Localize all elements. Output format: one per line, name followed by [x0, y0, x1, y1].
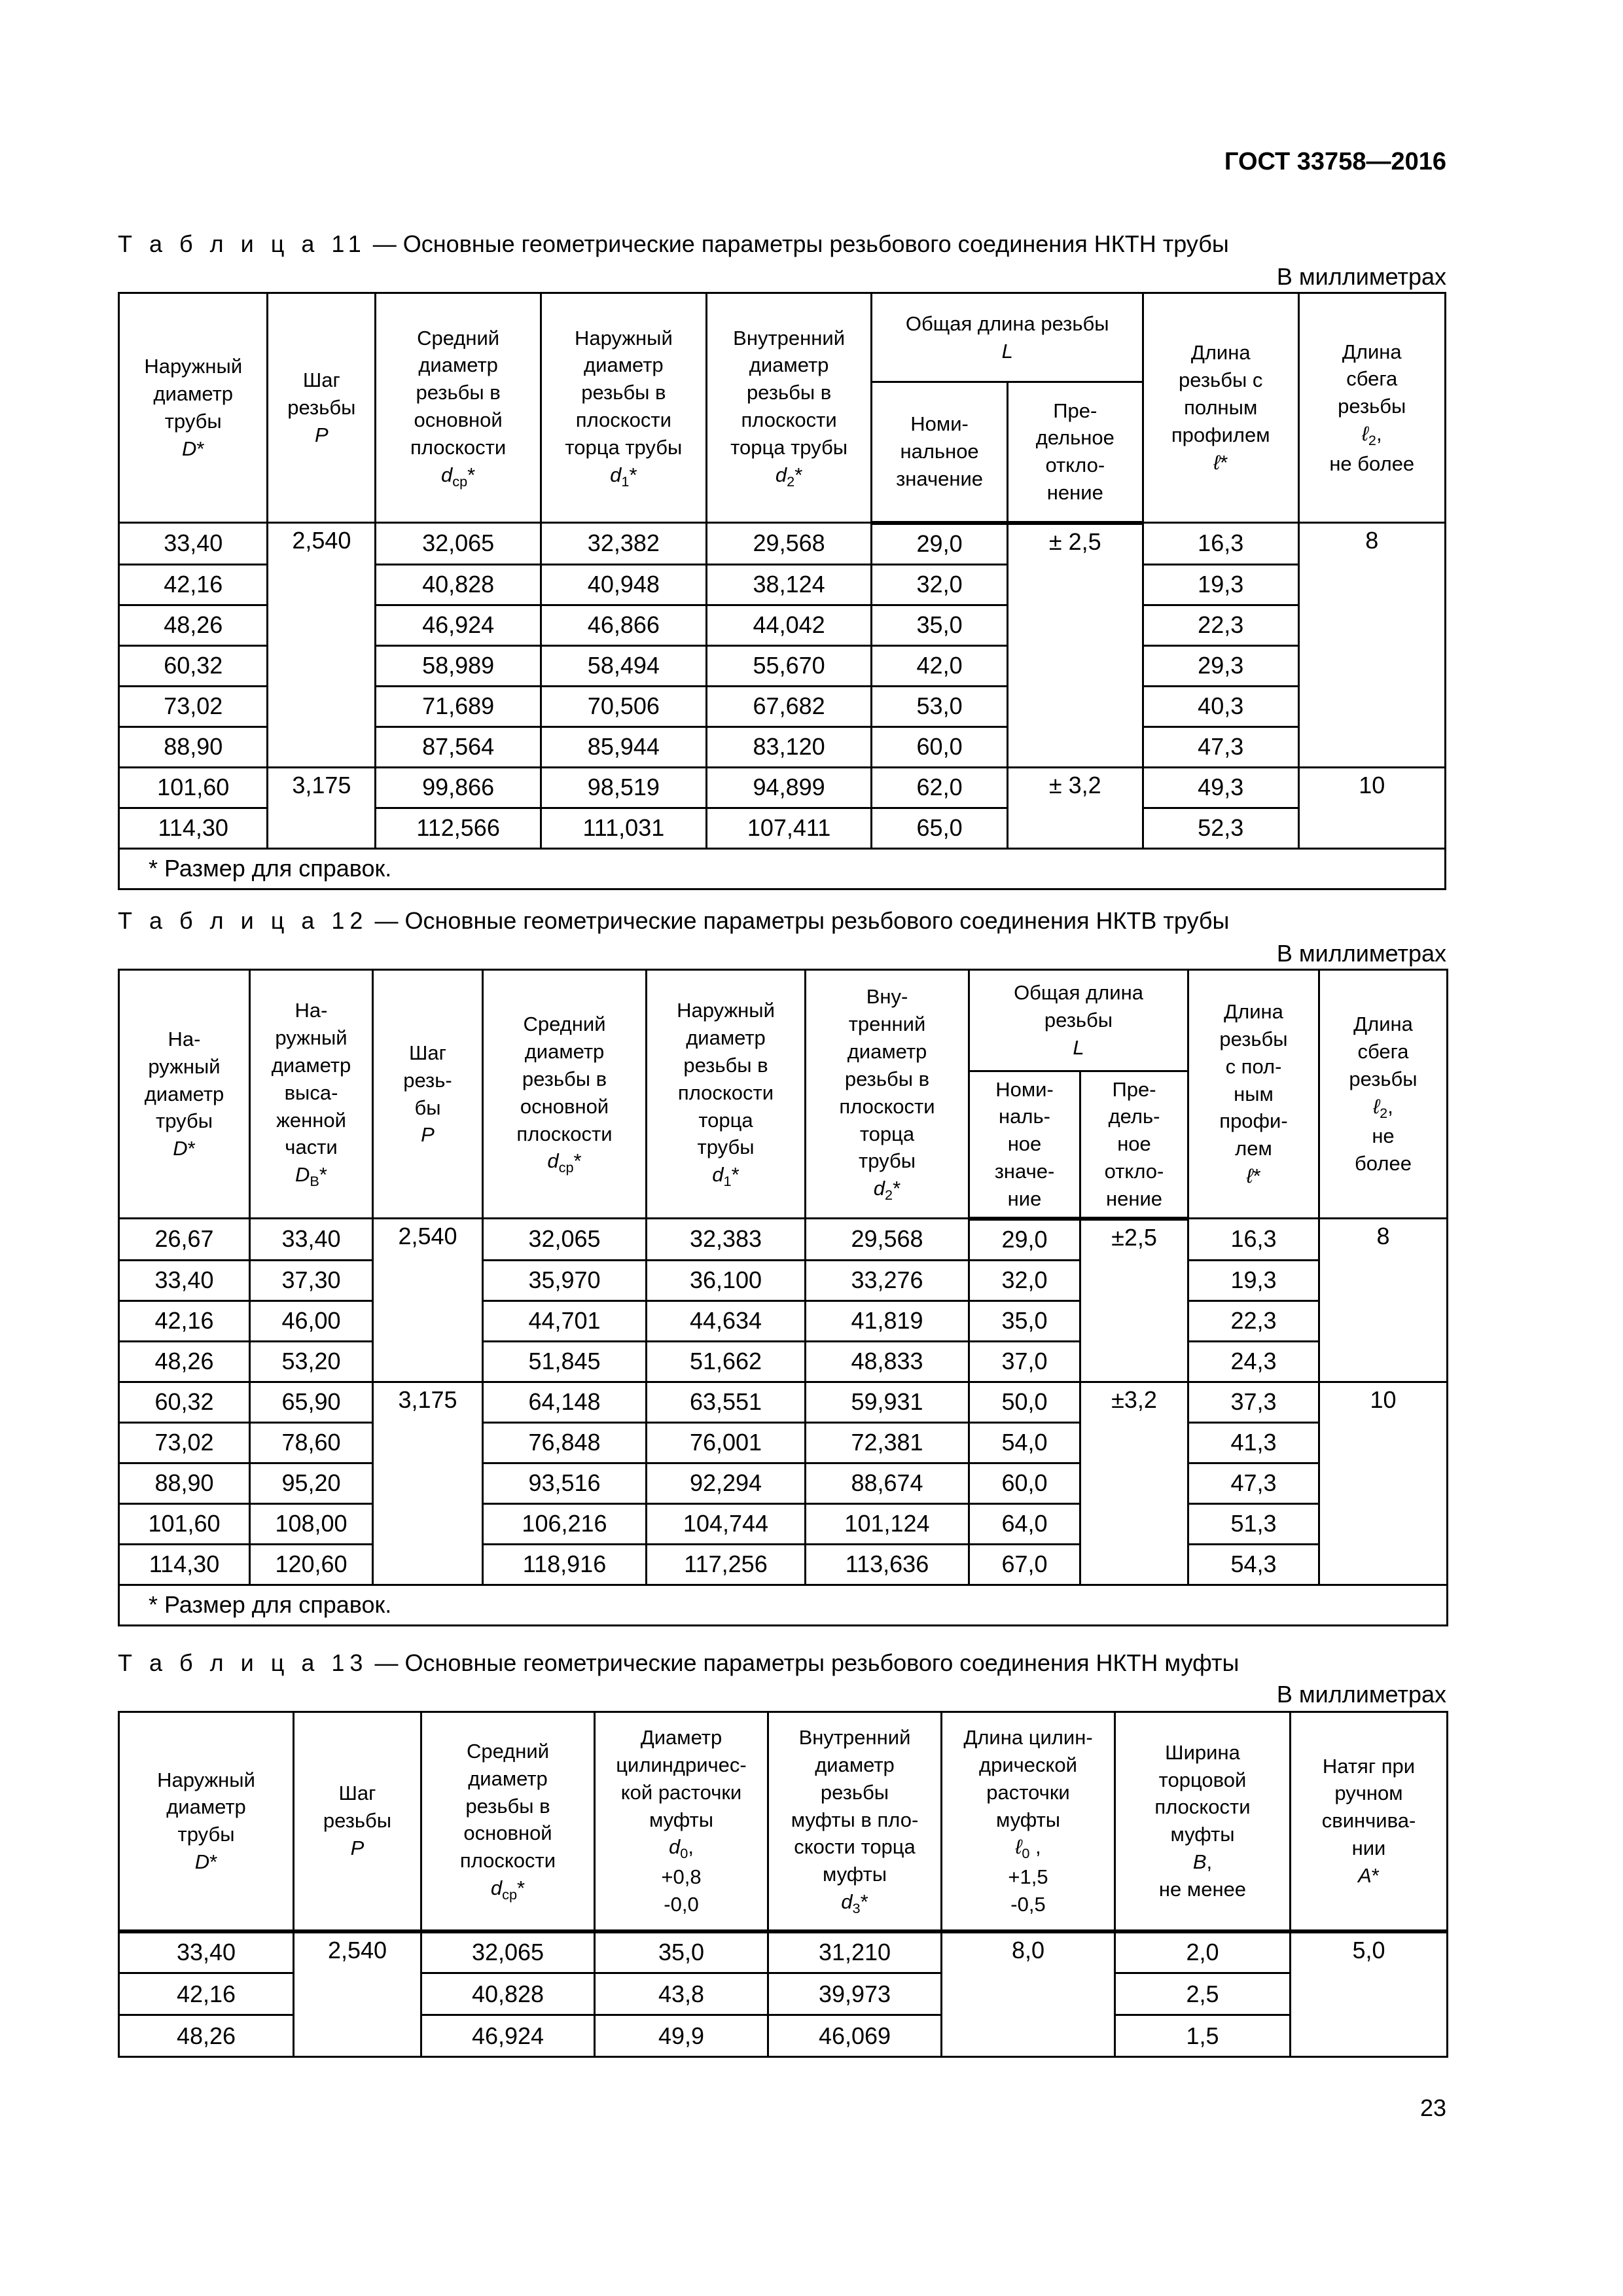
header-thread-pitch: Шаг резьбы P — [268, 293, 376, 523]
header-minor-diameter: Вну- тренний диаметр резьбы в плоскости торца трубы $d_2*$ — [806, 970, 969, 1219]
header-hand-tight-standoff: Натяг при ручном свинчива- нии A* — [1291, 1712, 1448, 1931]
cell: 120,60 — [250, 1544, 373, 1585]
cell: 26,67 — [119, 1219, 250, 1261]
cell: 65,90 — [250, 1382, 373, 1422]
header-total-thread-length: Общая длина резьбы L — [872, 293, 1143, 382]
cell: 16,3 — [1143, 523, 1298, 565]
cell: 47,3 — [1188, 1463, 1319, 1503]
cell: 101,60 — [119, 1503, 250, 1544]
cell: 52,3 — [1143, 808, 1298, 848]
cell: 47,3 — [1143, 726, 1298, 767]
cell: 76,001 — [647, 1422, 806, 1463]
cell: 98,519 — [541, 767, 706, 808]
cell: 62,0 — [872, 767, 1007, 808]
header-runout-length: Длина сбега резьбы ℓ$_2$, не более — [1298, 293, 1446, 523]
cell: 67,0 — [969, 1544, 1080, 1585]
cell: 46,069 — [768, 2015, 942, 2057]
header-pitch-diameter: Средний диаметр резьбы в основной плоскости $d_{ср}*$ — [376, 293, 541, 523]
table-13-units: В миллиметрах — [1276, 1681, 1446, 1708]
cell: 44,701 — [483, 1300, 647, 1341]
cell: 71,689 — [376, 686, 541, 726]
cell: 32,065 — [421, 1931, 595, 1973]
cell: 42,16 — [119, 1300, 250, 1341]
cell: 108,00 — [250, 1503, 373, 1544]
cell: 94,899 — [706, 767, 872, 808]
table-row — [119, 523, 1446, 565]
cell: 73,02 — [119, 1422, 250, 1463]
header-thread-pitch: Шаг резь- бы P — [373, 970, 483, 1219]
cell: ±3,2 — [1080, 1382, 1188, 1585]
cell: 37,3 — [1188, 1382, 1319, 1422]
header-thread-pitch: Шаг резьбы P — [294, 1712, 421, 1931]
table-row — [119, 1463, 1448, 1503]
table-11-caption — [118, 230, 1229, 258]
cell: 53,20 — [250, 1341, 373, 1382]
cell: 50,0 — [969, 1382, 1080, 1422]
cell: 48,26 — [119, 1341, 250, 1382]
document-code: ГОСТ 33758—2016 — [1224, 148, 1446, 175]
cell: 114,30 — [119, 1544, 250, 1585]
table-13-caption — [118, 1649, 1239, 1677]
cell: 46,00 — [250, 1300, 373, 1341]
cell: 78,60 — [250, 1422, 373, 1463]
cell: ± 2,5 — [1007, 523, 1143, 768]
cell: 51,3 — [1188, 1503, 1319, 1544]
cell: 10 — [1298, 767, 1446, 848]
header-total-thread-length: Общая длина резьбы L — [969, 970, 1188, 1071]
cell: 95,20 — [250, 1463, 373, 1503]
table-row — [119, 1341, 1448, 1382]
cell: 40,3 — [1143, 686, 1298, 726]
cell: 101,124 — [806, 1503, 969, 1544]
cell: 33,40 — [119, 523, 268, 565]
table-row — [119, 1544, 1448, 1585]
cell: 38,124 — [706, 564, 872, 605]
table-11-units: В миллиметрах — [1276, 263, 1446, 290]
cell: 60,32 — [119, 645, 268, 686]
cell: 60,32 — [119, 1382, 250, 1422]
cell: 37,0 — [969, 1341, 1080, 1382]
header-pitch-diameter: Средний диаметр резьбы в основной плоскости $d_{ср}*$ — [483, 970, 647, 1219]
cell: 44,042 — [706, 605, 872, 645]
cell: 58,494 — [541, 645, 706, 686]
cell: 1,5 — [1115, 2015, 1291, 2057]
header-full-profile-length: Длина резьбы с полным профилем ℓ* — [1143, 293, 1298, 523]
cell: 93,516 — [483, 1463, 647, 1503]
table-12-caption — [118, 907, 1229, 935]
table-13-label: Т а б л и ц а 13 — [118, 1649, 368, 1676]
cell: 49,3 — [1143, 767, 1298, 808]
header-major-diameter: Наружный диаметр резьбы в плоскости торца трубы $d_1*$ — [541, 293, 706, 523]
header-tolerance: Пре- дельное откло- нение — [1007, 382, 1143, 523]
cell: 35,0 — [595, 1931, 768, 1973]
cell: 107,411 — [706, 808, 872, 848]
cell: 106,216 — [483, 1503, 647, 1544]
table-row — [119, 1260, 1448, 1300]
header-runout-length: Длина сбега резьбы ℓ$_2$, не более — [1319, 970, 1448, 1219]
cell: 39,973 — [768, 1973, 942, 2015]
cell: 117,256 — [647, 1544, 806, 1585]
header-major-diameter: Наружный диаметр резьбы в плоскости торца трубы $d_1*$ — [647, 970, 806, 1219]
cell: 87,564 — [376, 726, 541, 767]
cell: 5,0 — [1291, 1931, 1448, 2057]
cell: 118,916 — [483, 1544, 647, 1585]
cell: 33,40 — [119, 1931, 294, 1973]
cell: 29,0 — [872, 523, 1007, 565]
cell: 104,744 — [647, 1503, 806, 1544]
header-coupling-minor-diameter: Внутренний диаметр резьбы муфты в пло- скости торца муфты $d_3*$ — [768, 1712, 942, 1931]
cell: 55,670 — [706, 645, 872, 686]
table-11-label: Т а б л и ц а 11 — [118, 230, 366, 257]
cell: 2,540 — [373, 1219, 483, 1382]
cell: 48,26 — [119, 605, 268, 645]
cell: 88,90 — [119, 1463, 250, 1503]
table-row — [119, 767, 1446, 808]
cell: 37,30 — [250, 1260, 373, 1300]
cell: 32,382 — [541, 523, 706, 565]
cell: 10 — [1319, 1382, 1448, 1585]
header-pitch-diameter: Средний диаметр резьбы в основной плоскости $d_{ср}*$ — [421, 1712, 595, 1931]
cell: 51,662 — [647, 1341, 806, 1382]
cell: 3,175 — [268, 767, 376, 848]
cell: 54,3 — [1188, 1544, 1319, 1585]
cell: 32,0 — [969, 1260, 1080, 1300]
cell: 29,3 — [1143, 645, 1298, 686]
cell: 65,0 — [872, 808, 1007, 848]
cell: 48,26 — [119, 2015, 294, 2057]
cell: 3,175 — [373, 1382, 483, 1585]
cell: 32,065 — [483, 1219, 647, 1261]
cell: 42,0 — [872, 645, 1007, 686]
cell: 32,0 — [872, 564, 1007, 605]
cell: 42,16 — [119, 1973, 294, 2015]
cell: 46,924 — [421, 2015, 595, 2057]
table-13 — [118, 1711, 1448, 2058]
cell: 24,3 — [1188, 1341, 1319, 1382]
header-bore-length: Длина цилин- дрической расточки муфты ℓ$_0$ , +1,5 -0,5 — [942, 1712, 1115, 1931]
cell: 88,674 — [806, 1463, 969, 1503]
cell: 43,8 — [595, 1973, 768, 2015]
cell: 19,3 — [1188, 1260, 1319, 1300]
cell: 40,828 — [421, 1973, 595, 2015]
header-outer-diameter: Наружный диаметр трубы D* — [119, 293, 268, 523]
cell: 33,40 — [119, 1260, 250, 1300]
table-12-label: Т а б л и ц а 12 — [118, 907, 368, 934]
header-full-profile-length: Длина резьбы с пол- ным профи- лем ℓ* — [1188, 970, 1319, 1219]
cell: 32,065 — [376, 523, 541, 565]
cell: 101,60 — [119, 767, 268, 808]
cell: 8,0 — [942, 1931, 1115, 2057]
table-row — [119, 1503, 1448, 1544]
cell: 32,383 — [647, 1219, 806, 1261]
cell: 44,634 — [647, 1300, 806, 1341]
table-row — [119, 1931, 1448, 1973]
cell: 42,16 — [119, 564, 268, 605]
header-outer-diameter: На- ружный диаметр трубы D* — [119, 970, 250, 1219]
cell: 31,210 — [768, 1931, 942, 1973]
cell: ±2,5 — [1080, 1219, 1188, 1382]
cell: 22,3 — [1143, 605, 1298, 645]
cell: 76,848 — [483, 1422, 647, 1463]
cell: 41,3 — [1188, 1422, 1319, 1463]
cell: 73,02 — [119, 686, 268, 726]
cell: 112,566 — [376, 808, 541, 848]
cell: 2,540 — [268, 523, 376, 768]
cell: 22,3 — [1188, 1300, 1319, 1341]
cell: 33,276 — [806, 1260, 969, 1300]
cell: 2,0 — [1115, 1931, 1291, 1973]
cell: 46,924 — [376, 605, 541, 645]
header-upset-diameter: На- ружный диаметр выса- женной части $D_В*$ — [250, 970, 373, 1219]
cell: 36,100 — [647, 1260, 806, 1300]
table-12-title: — Основные геометрические параметры резьбового соединения НКТВ трубы — [368, 907, 1230, 934]
cell: 111,031 — [541, 808, 706, 848]
cell: 40,948 — [541, 564, 706, 605]
cell: 51,845 — [483, 1341, 647, 1382]
cell: 113,636 — [806, 1544, 969, 1585]
cell: 8 — [1298, 523, 1446, 768]
cell: 63,551 — [647, 1382, 806, 1422]
cell: 29,568 — [806, 1219, 969, 1261]
header-face-width: Ширина торцовой плоскости муфты B, не менее — [1115, 1712, 1291, 1931]
cell: 114,30 — [119, 808, 268, 848]
table-13-title: — Основные геометрические параметры резьбового соединения НКТН муфты — [368, 1649, 1240, 1676]
cell: 8 — [1319, 1219, 1448, 1382]
header-nominal-value: Номи- нальное значение — [872, 382, 1007, 523]
table-11 — [118, 292, 1446, 890]
cell: 33,40 — [250, 1219, 373, 1261]
table-12 — [118, 969, 1448, 1626]
cell: 59,931 — [806, 1382, 969, 1422]
cell: 19,3 — [1143, 564, 1298, 605]
table-note: * Размер для справок. — [119, 1585, 1448, 1625]
cell: 60,0 — [969, 1463, 1080, 1503]
cell: 64,148 — [483, 1382, 647, 1422]
cell: 29,568 — [706, 523, 872, 565]
table-row — [119, 1382, 1448, 1422]
header-outer-diameter: Наружный диаметр трубы D* — [119, 1712, 294, 1931]
cell: 85,944 — [541, 726, 706, 767]
cell: 29,0 — [969, 1219, 1080, 1261]
cell: 70,506 — [541, 686, 706, 726]
table-note-row — [119, 1585, 1448, 1625]
header-tolerance: Пре- дель- ное откло- нение — [1080, 1071, 1188, 1219]
cell: 54,0 — [969, 1422, 1080, 1463]
table-12-units: В миллиметрах — [1276, 940, 1446, 967]
table-note-row — [119, 848, 1446, 889]
header-bore-diameter: Диаметр цилиндричес- кой расточки муфты $d_0$, +0,8 -0,0 — [595, 1712, 768, 1931]
cell: 40,828 — [376, 564, 541, 605]
cell: ± 3,2 — [1007, 767, 1143, 848]
table-11-title: — Основные геометрические параметры резьбового соединения НКТН трубы — [366, 230, 1229, 257]
cell: 16,3 — [1188, 1219, 1319, 1261]
cell: 92,294 — [647, 1463, 806, 1503]
table-row — [119, 1422, 1448, 1463]
cell: 41,819 — [806, 1300, 969, 1341]
table-row — [119, 1300, 1448, 1341]
cell: 53,0 — [872, 686, 1007, 726]
cell: 35,0 — [969, 1300, 1080, 1341]
cell: 2,540 — [294, 1931, 421, 2057]
cell: 99,866 — [376, 767, 541, 808]
page-number: 23 — [1419, 2094, 1446, 2121]
cell: 88,90 — [119, 726, 268, 767]
header-minor-diameter: Внутренний диаметр резьбы в плоскости торца трубы $d_2*$ — [706, 293, 872, 523]
table-note: * Размер для справок. — [119, 848, 1446, 889]
cell: 64,0 — [969, 1503, 1080, 1544]
cell: 48,833 — [806, 1341, 969, 1382]
cell: 83,120 — [706, 726, 872, 767]
cell: 49,9 — [595, 2015, 768, 2057]
cell: 72,381 — [806, 1422, 969, 1463]
cell: 67,682 — [706, 686, 872, 726]
cell: 35,970 — [483, 1260, 647, 1300]
table-row — [119, 1219, 1448, 1261]
cell: 35,0 — [872, 605, 1007, 645]
header-nominal-value: Номи- наль- ное значе- ние — [969, 1071, 1080, 1219]
cell: 60,0 — [872, 726, 1007, 767]
cell: 46,866 — [541, 605, 706, 645]
cell: 2,5 — [1115, 1973, 1291, 2015]
cell: 58,989 — [376, 645, 541, 686]
